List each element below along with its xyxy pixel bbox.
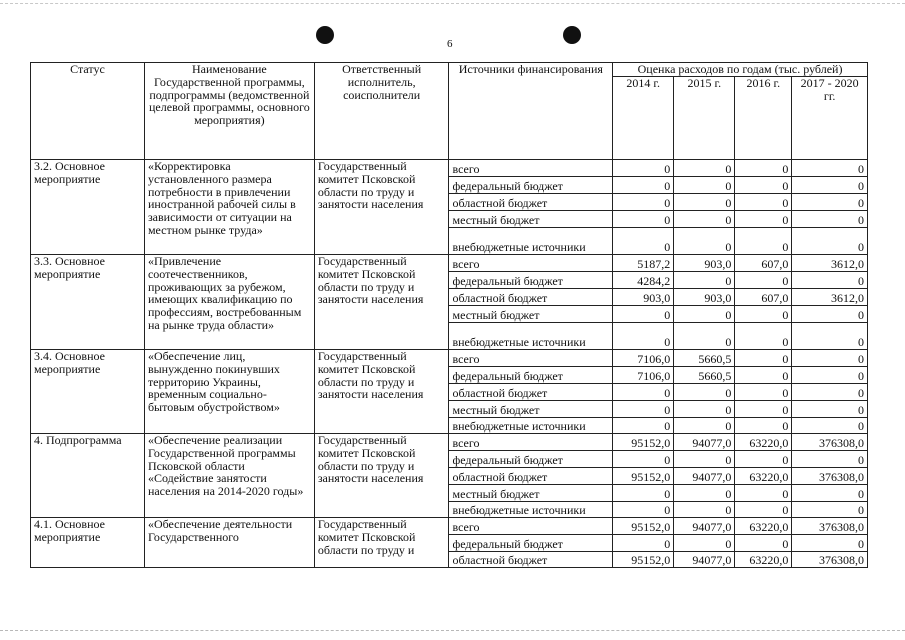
funding-source: всего <box>449 255 613 272</box>
funding-source: внебюджетные источники <box>449 418 613 434</box>
amount-cell: 0 <box>735 418 792 434</box>
funding-source: всего <box>449 518 613 535</box>
funding-source: областной бюджет <box>449 468 613 485</box>
funding-source: областной бюджет <box>449 384 613 401</box>
table-row <box>31 434 868 451</box>
row-executor: Государственный комитет Псковской области по труду и занятости населения <box>314 160 449 255</box>
amount-cell: 0 <box>792 228 868 255</box>
amount-cell: 95152,0 <box>613 518 674 535</box>
amount-cell: 0 <box>735 350 792 367</box>
funding-source: федеральный бюджет <box>449 272 613 289</box>
amount-cell: 0 <box>792 418 868 434</box>
amount-cell: 63220,0 <box>735 518 792 535</box>
amount-cell: 0 <box>674 418 735 434</box>
amount-cell: 0 <box>735 367 792 384</box>
header-name: Наименование Государственной программы, подпрограммы (ведомственной целевой программы, основного мероприятия) <box>144 63 314 160</box>
funding-source: областной бюджет <box>449 194 613 211</box>
amount-cell: 607,0 <box>735 289 792 306</box>
amount-cell: 3612,0 <box>792 289 868 306</box>
amount-cell: 0 <box>735 194 792 211</box>
funding-source: внебюджетные источники <box>449 228 613 255</box>
amount-cell: 94077,0 <box>674 552 735 568</box>
amount-cell: 376308,0 <box>792 518 868 535</box>
amount-cell: 0 <box>792 535 868 552</box>
table-row <box>31 255 868 272</box>
header-sources: Источники финансирования <box>449 63 613 160</box>
table-row <box>31 160 868 177</box>
amount-cell: 0 <box>735 451 792 468</box>
amount-cell: 0 <box>674 306 735 323</box>
amount-cell: 7106,0 <box>613 367 674 384</box>
amount-cell: 0 <box>674 502 735 518</box>
row-status: 3.4. Основное мероприятие <box>31 350 145 434</box>
amount-cell: 0 <box>674 323 735 350</box>
amount-cell: 0 <box>613 418 674 434</box>
funding-source: местный бюджет <box>449 485 613 502</box>
amount-cell: 0 <box>674 228 735 255</box>
amount-cell: 0 <box>674 211 735 228</box>
amount-cell: 376308,0 <box>792 434 868 451</box>
amount-cell: 0 <box>735 323 792 350</box>
amount-cell: 0 <box>613 211 674 228</box>
amount-cell: 903,0 <box>674 255 735 272</box>
amount-cell: 0 <box>613 485 674 502</box>
row-name: «Обеспечение реализации Государственной программы Псковской области «Содействие занятости населения на 2014-2020 годы» <box>144 434 314 518</box>
amount-cell: 0 <box>792 272 868 289</box>
funding-source: областной бюджет <box>449 552 613 568</box>
header-status: Статус <box>31 63 145 160</box>
funding-source: областной бюджет <box>449 289 613 306</box>
amount-cell: 0 <box>613 194 674 211</box>
amount-cell: 0 <box>792 367 868 384</box>
amount-cell: 0 <box>613 323 674 350</box>
amount-cell: 0 <box>674 272 735 289</box>
header-row-1 <box>31 63 868 77</box>
amount-cell: 0 <box>735 228 792 255</box>
amount-cell: 0 <box>674 485 735 502</box>
amount-cell: 0 <box>792 502 868 518</box>
amount-cell: 4284,2 <box>613 272 674 289</box>
amount-cell: 0 <box>674 194 735 211</box>
punch-hole-right <box>563 26 581 44</box>
amount-cell: 0 <box>792 323 868 350</box>
amount-cell: 376308,0 <box>792 552 868 568</box>
funding-source: всего <box>449 434 613 451</box>
header-year-2015: 2015 г. <box>674 77 735 160</box>
amount-cell: 903,0 <box>674 289 735 306</box>
punch-hole-left <box>316 26 334 44</box>
row-executor: Государственный комитет Псковской области по труду и занятости населения <box>314 434 449 518</box>
header-year-2017-2020: 2017 - 2020 гг. <box>792 77 868 160</box>
scan-top-edge <box>0 3 905 4</box>
amount-cell: 0 <box>613 451 674 468</box>
amount-cell: 0 <box>735 211 792 228</box>
funding-source: федеральный бюджет <box>449 451 613 468</box>
funding-source: местный бюджет <box>449 211 613 228</box>
table-body <box>31 160 868 568</box>
row-status: 3.2. Основное мероприятие <box>31 160 145 255</box>
row-name: «Обеспечение деятельности Государственного <box>144 518 314 568</box>
amount-cell: 94077,0 <box>674 468 735 485</box>
amount-cell: 0 <box>735 502 792 518</box>
amount-cell: 0 <box>792 451 868 468</box>
row-name: «Корректировка установленного размера потребности в привлечении иностранной рабочей силы в зависимости от ситуации на местном рынке труда» <box>144 160 314 255</box>
header-year-2014: 2014 г. <box>613 77 674 160</box>
row-executor: Государственный комитет Псковской области по труду и <box>314 518 449 568</box>
amount-cell: 0 <box>735 160 792 177</box>
row-executor: Государственный комитет Псковской области по труду и занятости населения <box>314 255 449 350</box>
amount-cell: 5660,5 <box>674 350 735 367</box>
amount-cell: 7106,0 <box>613 350 674 367</box>
amount-cell: 0 <box>674 177 735 194</box>
amount-cell: 0 <box>613 228 674 255</box>
amount-cell: 0 <box>792 306 868 323</box>
amount-cell: 95152,0 <box>613 552 674 568</box>
funding-source: местный бюджет <box>449 306 613 323</box>
amount-cell: 0 <box>613 502 674 518</box>
page-number: 6 <box>447 38 453 50</box>
amount-cell: 63220,0 <box>735 434 792 451</box>
amount-cell: 0 <box>674 451 735 468</box>
amount-cell: 0 <box>674 160 735 177</box>
funding-source: всего <box>449 350 613 367</box>
amount-cell: 0 <box>674 401 735 418</box>
amount-cell: 0 <box>792 194 868 211</box>
funding-source: местный бюджет <box>449 401 613 418</box>
row-executor: Государственный комитет Псковской области по труду и занятости населения <box>314 350 449 434</box>
amount-cell: 5187,2 <box>613 255 674 272</box>
amount-cell: 94077,0 <box>674 434 735 451</box>
row-status: 4.1. Основное мероприятие <box>31 518 145 568</box>
scan-bottom-edge <box>0 630 905 631</box>
amount-cell: 95152,0 <box>613 434 674 451</box>
amount-cell: 0 <box>792 160 868 177</box>
budget-table <box>30 62 868 568</box>
amount-cell: 0 <box>792 211 868 228</box>
amount-cell: 0 <box>792 177 868 194</box>
amount-cell: 607,0 <box>735 255 792 272</box>
amount-cell: 95152,0 <box>613 468 674 485</box>
row-name: «Привлечение соотечественников, проживающих за рубежом, имеющих квалификацию по профессиям, востребованным на рынке труда области» <box>144 255 314 350</box>
amount-cell: 0 <box>792 384 868 401</box>
amount-cell: 94077,0 <box>674 518 735 535</box>
amount-cell: 0 <box>735 177 792 194</box>
funding-source: федеральный бюджет <box>449 535 613 552</box>
amount-cell: 0 <box>735 384 792 401</box>
funding-source: федеральный бюджет <box>449 177 613 194</box>
row-name: «Обеспечение лиц, вынужденно покинувших территорию Украины, временным социально-бытовым обустройством» <box>144 350 314 434</box>
amount-cell: 63220,0 <box>735 552 792 568</box>
amount-cell: 0 <box>613 535 674 552</box>
amount-cell: 376308,0 <box>792 468 868 485</box>
amount-cell: 0 <box>613 384 674 401</box>
amount-cell: 63220,0 <box>735 468 792 485</box>
funding-source: всего <box>449 160 613 177</box>
amount-cell: 0 <box>735 485 792 502</box>
amount-cell: 0 <box>735 306 792 323</box>
amount-cell: 0 <box>735 272 792 289</box>
amount-cell: 3612,0 <box>792 255 868 272</box>
amount-cell: 0 <box>674 384 735 401</box>
amount-cell: 0 <box>613 160 674 177</box>
amount-cell: 0 <box>613 306 674 323</box>
table-row <box>31 518 868 535</box>
header-executor: Ответственный исполнитель, соисполнители <box>314 63 449 160</box>
row-status: 4. Подпрограмма <box>31 434 145 518</box>
funding-source: федеральный бюджет <box>449 367 613 384</box>
amount-cell: 0 <box>792 350 868 367</box>
table-row <box>31 350 868 367</box>
amount-cell: 0 <box>613 177 674 194</box>
funding-source: внебюджетные источники <box>449 323 613 350</box>
amount-cell: 0 <box>735 535 792 552</box>
row-status: 3.3. Основное мероприятие <box>31 255 145 350</box>
amount-cell: 0 <box>735 401 792 418</box>
header-estimate: Оценка расходов по годам (тыс. рублей) <box>613 63 868 77</box>
amount-cell: 903,0 <box>613 289 674 306</box>
amount-cell: 0 <box>613 401 674 418</box>
header-year-2016: 2016 г. <box>735 77 792 160</box>
amount-cell: 5660,5 <box>674 367 735 384</box>
amount-cell: 0 <box>792 401 868 418</box>
funding-source: внебюджетные источники <box>449 502 613 518</box>
amount-cell: 0 <box>792 485 868 502</box>
amount-cell: 0 <box>674 535 735 552</box>
